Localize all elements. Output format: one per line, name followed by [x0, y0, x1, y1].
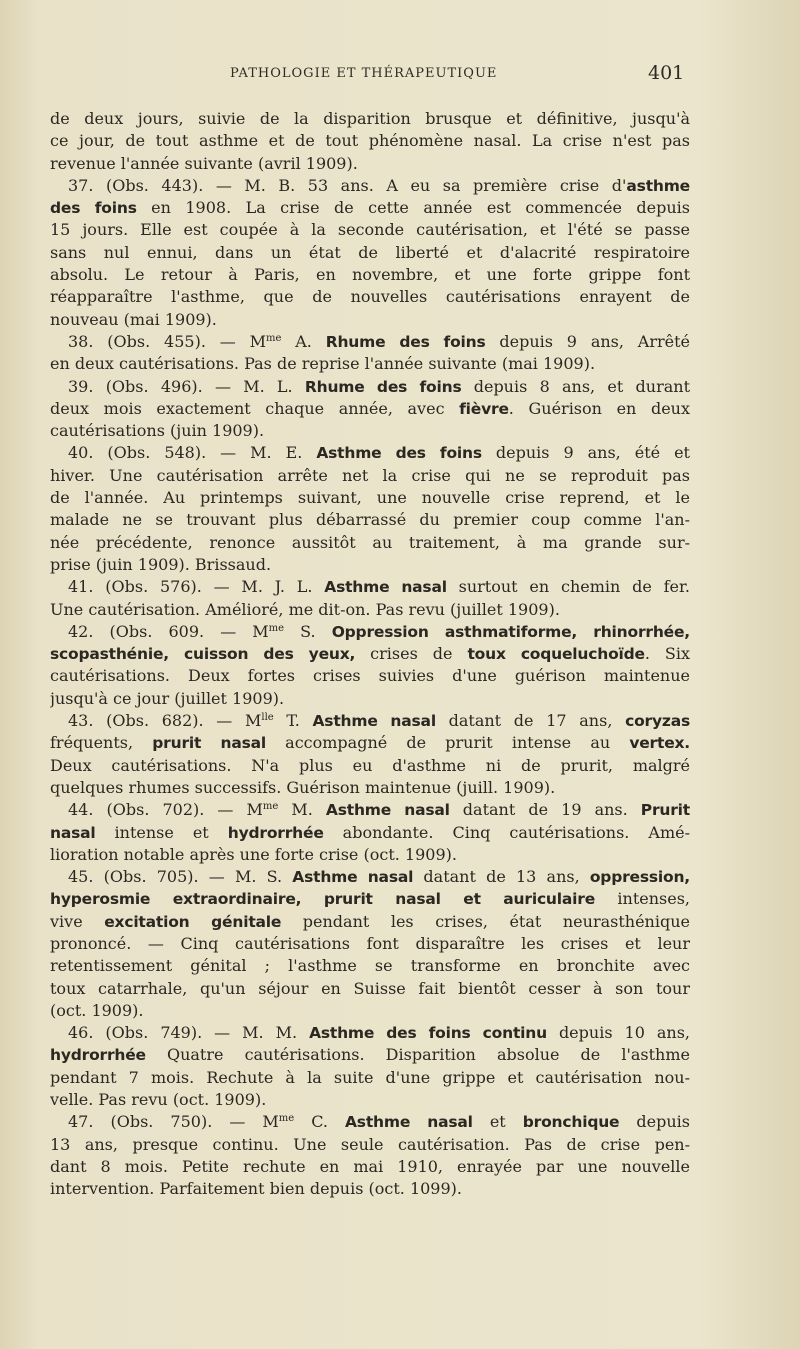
text-segment: ce jour, de tout asthme et de tout phénomène nasal. La crise n'est pas [50, 131, 690, 151]
bold-term: Rhume des foins [325, 332, 486, 351]
text-line [50, 599, 690, 621]
text-line [50, 376, 690, 398]
text-segment: fréquents, [50, 733, 153, 753]
text-segment: 39. (Obs. 496). — M. L. [68, 376, 305, 396]
text-segment: de l'année. Au printemps suivant, une nouvelle crise reprend, et le [50, 488, 690, 508]
text-line [50, 219, 690, 241]
bold-term: prurit nasal [152, 734, 266, 753]
text-segment: prononcé. — Cinq cautérisations font disparaître les crises et leur [50, 933, 690, 953]
text-segment: surtout en chemin de fer. [446, 577, 690, 597]
superscript: me [265, 332, 282, 344]
text-segment: 13 ans, presque continu. Une seule cautérisation. Pas de crise pen- [50, 1134, 690, 1154]
bold-term: Rhume des foins [304, 377, 462, 396]
text-line [50, 732, 690, 754]
text-segment: et [472, 1112, 523, 1132]
text-line [50, 242, 690, 264]
text-line [50, 1022, 690, 1044]
text-segment: pendant 7 mois. Rechute à la suite d'une grippe et cautérisation nou- [50, 1067, 690, 1087]
bold-term: excitation génitale [104, 912, 282, 931]
text-segment: dant 8 mois. Petite rechute en mai 1910, enrayée par une nouvelle [50, 1156, 690, 1176]
text-segment: de deux jours, suivie de la disparition brusque et définitive, jusqu'à [50, 109, 690, 128]
text-line [50, 398, 690, 420]
text-segment: C. [294, 1112, 345, 1132]
body-text [50, 108, 690, 1201]
bold-term: scopasthénie, cuisson des yeux, [50, 645, 356, 664]
text-line [50, 643, 690, 665]
text-line [50, 1089, 690, 1111]
bold-term: Oppression asthmatiforme, rhinorrhée, [331, 622, 690, 641]
text-segment: jusqu'à ce jour (juillet 1909). [50, 688, 285, 708]
text-segment: 43. (Obs. 682). — M [68, 711, 262, 731]
text-segment: née précédente, renonce aussitôt au traitement, à ma grande sur- [50, 532, 690, 552]
text-line [50, 665, 690, 687]
text-segment: 45. (Obs. 705). — M. S. [68, 867, 293, 887]
text-line [50, 933, 690, 955]
text-segment: cautérisations (juin 1909). [50, 421, 265, 441]
text-segment: 37. (Obs. 443). — M. B. 53 ans. A eu sa première crise d' [68, 175, 627, 195]
text-line [50, 576, 690, 598]
text-segment: réapparaître l'asthme, que de nouvelles cautérisations enrayent de [50, 287, 690, 307]
text-segment: datant de 13 ans, [413, 867, 590, 887]
text-line [50, 710, 690, 732]
text-line [50, 1044, 690, 1066]
bold-term: Asthme des foins continu [309, 1024, 547, 1043]
text-segment: intervention. Parfaitement bien depuis (oct. 1099). [50, 1179, 462, 1199]
text-segment: 40. (Obs. 548). — M. E. [68, 443, 317, 463]
text-line [50, 108, 690, 130]
bold-term: hyperosmie extraordinaire, prurit nasal et auriculaire [50, 890, 596, 909]
text-line [50, 1067, 690, 1089]
text-line [50, 799, 690, 821]
text-segment: depuis 9 ans, été et [481, 443, 690, 463]
text-line [50, 911, 690, 933]
superscript: me [278, 1113, 295, 1125]
text-line [50, 465, 690, 487]
text-line [50, 1134, 690, 1156]
text-line [50, 1156, 690, 1178]
text-segment: Quatre cautérisations. Disparition absolue de l'asthme [145, 1045, 690, 1065]
bold-term: Asthme nasal [324, 578, 447, 597]
text-line [50, 442, 690, 464]
text-segment: 42. (Obs. 609. — M [68, 621, 269, 641]
text-line [50, 509, 690, 531]
text-segment: 47. (Obs. 750). — M [68, 1112, 279, 1132]
text-line [50, 822, 690, 844]
bold-term: Asthme nasal [312, 712, 436, 731]
text-segment: depuis 9 ans, Arrêté [485, 331, 690, 351]
text-line [50, 621, 690, 643]
text-line [50, 978, 690, 1000]
text-segment: depuis 8 ans, et durant [461, 376, 690, 396]
text-line [50, 175, 690, 197]
text-line [50, 309, 690, 331]
text-segment: en 1908. La crise de cette année est commencée depuis [136, 198, 690, 218]
text-segment: pendant les crises, état neurasthénique [281, 911, 690, 931]
text-segment: toux catarrhale, qu'un séjour en Suisse fait bientôt cesser à son tour [50, 978, 690, 998]
text-line [50, 777, 690, 799]
text-line [50, 1111, 690, 1133]
text-segment: velle. Pas revu (oct. 1909). [50, 1090, 267, 1110]
text-line [50, 331, 690, 353]
text-line [50, 197, 690, 219]
bold-term: Asthme nasal [292, 868, 414, 887]
text-segment: datant de 17 ans, [435, 711, 626, 731]
text-line [50, 1178, 690, 1200]
text-line [50, 688, 690, 710]
text-segment: quelques rhumes successifs. Guérison maintenue (juill. 1909). [50, 777, 556, 797]
bold-term: hydrorrhée [227, 823, 324, 842]
superscript: me [268, 622, 285, 634]
text-segment: sans nul ennui, dans un état de liberté et d'alacrité respiratoire [50, 242, 690, 262]
text-segment: crises de [355, 644, 468, 664]
text-segment: 41. (Obs. 576). — M. J. L. [68, 577, 325, 597]
text-segment: M. [278, 800, 326, 820]
page-number: 401 [648, 62, 685, 84]
bold-term: des foins [50, 199, 137, 218]
text-segment: lioration notable après une forte crise (oct. 1909). [50, 844, 457, 864]
bold-term: oppression, [589, 868, 690, 887]
text-line [50, 1000, 690, 1022]
text-line [50, 755, 690, 777]
text-segment: hiver. Une cautérisation arrête net la crise qui ne se reproduit pas [50, 465, 690, 485]
text-line [50, 286, 690, 308]
text-segment: Deux cautérisations. N'a plus eu d'asthme ni de prurit, malgré [50, 755, 690, 775]
text-segment: datant de 19 ans. [449, 800, 641, 820]
text-line [50, 353, 690, 375]
text-segment: malade ne se trouvant plus débarrassé du premier coup comme l'an- [50, 510, 690, 530]
bold-term: vertex. [629, 734, 690, 753]
text-segment: T. [273, 711, 313, 731]
superscript: lle [261, 712, 274, 724]
text-line [50, 264, 690, 286]
bold-term: toux coqueluchoïde [467, 645, 645, 664]
bold-term: bronchique [522, 1113, 620, 1132]
bold-term: Asthme nasal [325, 801, 450, 820]
text-segment: intense et [95, 822, 228, 842]
text-segment: intenses, [595, 889, 690, 909]
running-title: PATHOLOGIE ET THÉRAPEUTIQUE [230, 66, 498, 81]
text-segment: revenue l'année suivante (avril 1909). [50, 153, 358, 173]
text-segment: vive [50, 911, 105, 931]
text-segment: nouveau (mai 1909). [50, 309, 217, 329]
text-segment: . Six [644, 644, 690, 664]
bold-term: coryzas [625, 712, 690, 731]
text-segment: depuis [619, 1112, 690, 1132]
text-line [50, 955, 690, 977]
page-header [0, 62, 800, 88]
bold-term: Prurit [640, 801, 690, 820]
text-segment: 15 jours. Elle est coupée à la seconde cautérisation, et l'été se passe [50, 220, 690, 240]
text-segment: 38. (Obs. 455). — M [68, 331, 266, 351]
text-line [50, 153, 690, 175]
text-segment: depuis 10 ans, [546, 1023, 690, 1043]
bold-term: nasal [50, 823, 96, 842]
text-segment: accompagné de prurit intense au [265, 733, 630, 753]
text-segment: cautérisations. Deux fortes crises suivies d'une guérison maintenue [50, 666, 690, 686]
superscript: me [262, 801, 279, 813]
text-segment: 44. (Obs. 702). — M [68, 800, 263, 820]
bold-term: hydrorrhée [50, 1046, 146, 1065]
text-segment: prise (juin 1909). Brissaud. [50, 554, 272, 574]
bold-term: asthme [626, 176, 690, 195]
text-line [50, 130, 690, 152]
text-segment: en deux cautérisations. Pas de reprise l'année suivante (mai 1909). [50, 354, 596, 374]
text-segment: retentissement génital ; l'asthme se transforme en bronchite avec [50, 956, 690, 976]
text-segment: deux mois exactement chaque année, avec [50, 398, 460, 418]
text-segment: abondante. Cinq cautérisations. Amé- [323, 822, 690, 842]
text-segment: absolu. Le retour à Paris, en novembre, et une forte grippe font [50, 265, 690, 285]
text-line [50, 888, 690, 910]
text-line [50, 420, 690, 442]
bold-term: fièvre [459, 399, 509, 418]
text-line [50, 866, 690, 888]
text-segment: (oct. 1909). [50, 1000, 144, 1020]
bold-term: Asthme nasal [345, 1113, 473, 1132]
text-segment: . Guérison en deux [508, 398, 690, 418]
text-segment: Une cautérisation. Amélioré, me dit-on. Pas revu (juillet 1909). [50, 599, 560, 619]
bold-term: Asthme des foins [316, 444, 482, 463]
text-line [50, 532, 690, 554]
text-line [50, 487, 690, 509]
text-segment: A. [281, 331, 326, 351]
text-line [50, 844, 690, 866]
text-line [50, 554, 690, 576]
text-segment: S. [284, 621, 332, 641]
text-segment: 46. (Obs. 749). — M. M. [68, 1023, 310, 1043]
